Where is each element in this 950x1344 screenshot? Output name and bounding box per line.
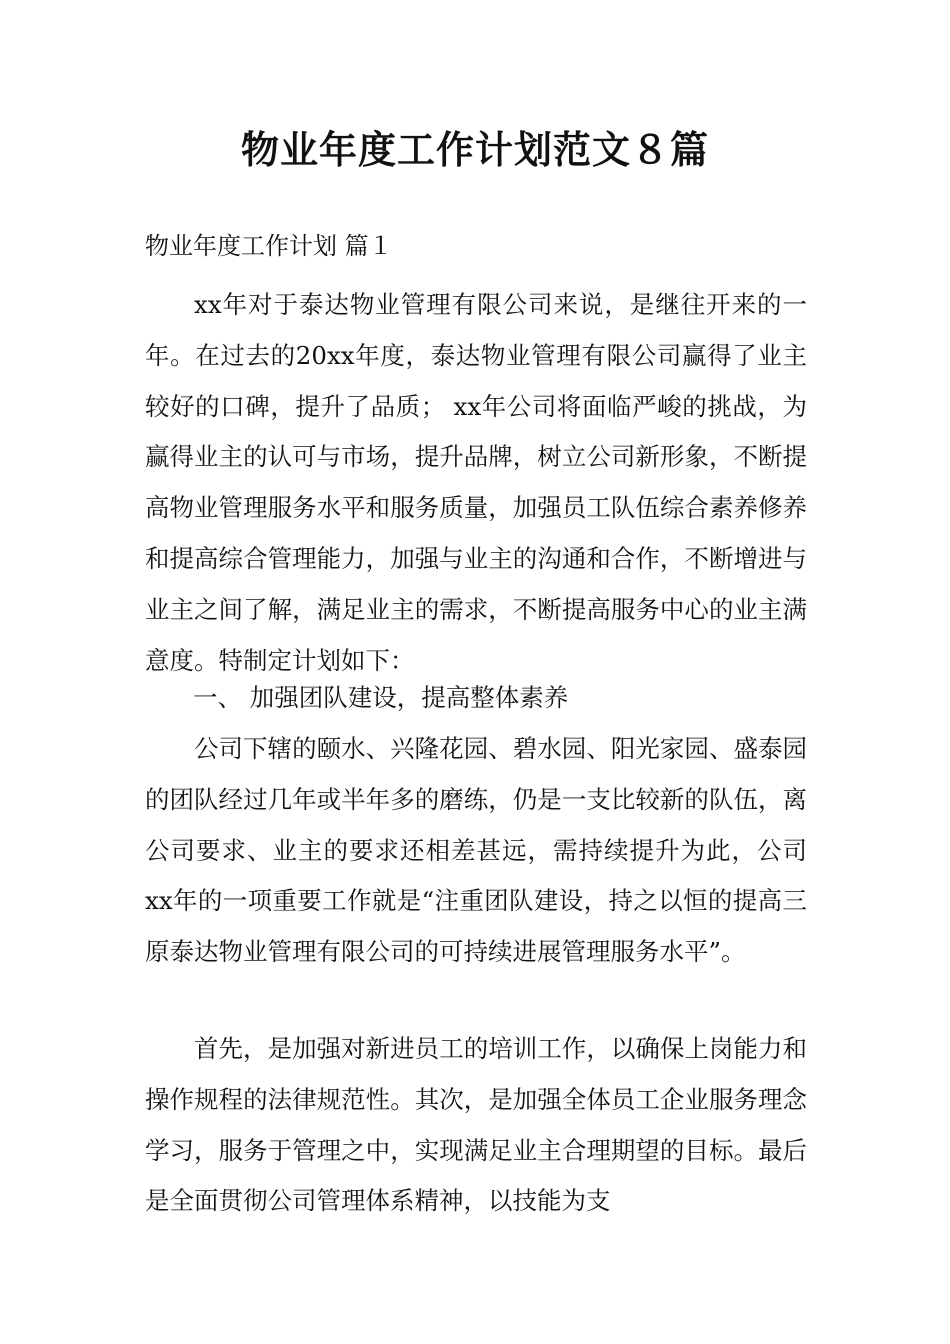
section-heading: 物业年度工作计划 篇１ — [145, 232, 393, 260]
subheading-team-building: 一、 加强团队建设，提高整体素养 — [193, 683, 569, 712]
paragraph-team: 公司下辖的颐水、兴隆花园、碧水园、阳光家园、盛泰园的团队经过几年或半年多的磨练，仍是一支比较新的队伍，离公司要求、业主的要求还相差甚远，需持续提升为此，公司xx年的一项重要工作就是“注重团队建设，持之以恒的提高三原泰达物业管理有限公司的可持续进展管理服务水平”。 — [145, 734, 807, 967]
document-title: 物业年度工作计划范文８篇 — [240, 128, 709, 172]
paragraph-intro: xx年对于泰达物业管理有限公司来说，是继往开来的一年。在过去的20xx年度，泰达物业管理有限公司赢得了业主较好的口碑，提升了品质； xx年公司将面临严峻的挑战，为赢得业主的认可与市场，提升品牌，树立公司新形象，不断提高物业管理服务水平和服务质量，加强员工队伍综合素养修养和提高综合管理能力，加强与业主的沟通和合作，不断增进与业主之间了解，满足业主的需求，不断提高服务中心的业主满意度。特制定计划如下： — [145, 290, 807, 675]
paragraph-training: 首先，是加强对新进员工的培训工作，以确保上岗能力和操作规程的法律规范性。其次，是加强全体员工企业服务理念学习，服务于管理之中，实现满足业主合理期望的目标。最后是全面贯彻公司管理体系精神，以技能为支 — [145, 1034, 807, 1216]
